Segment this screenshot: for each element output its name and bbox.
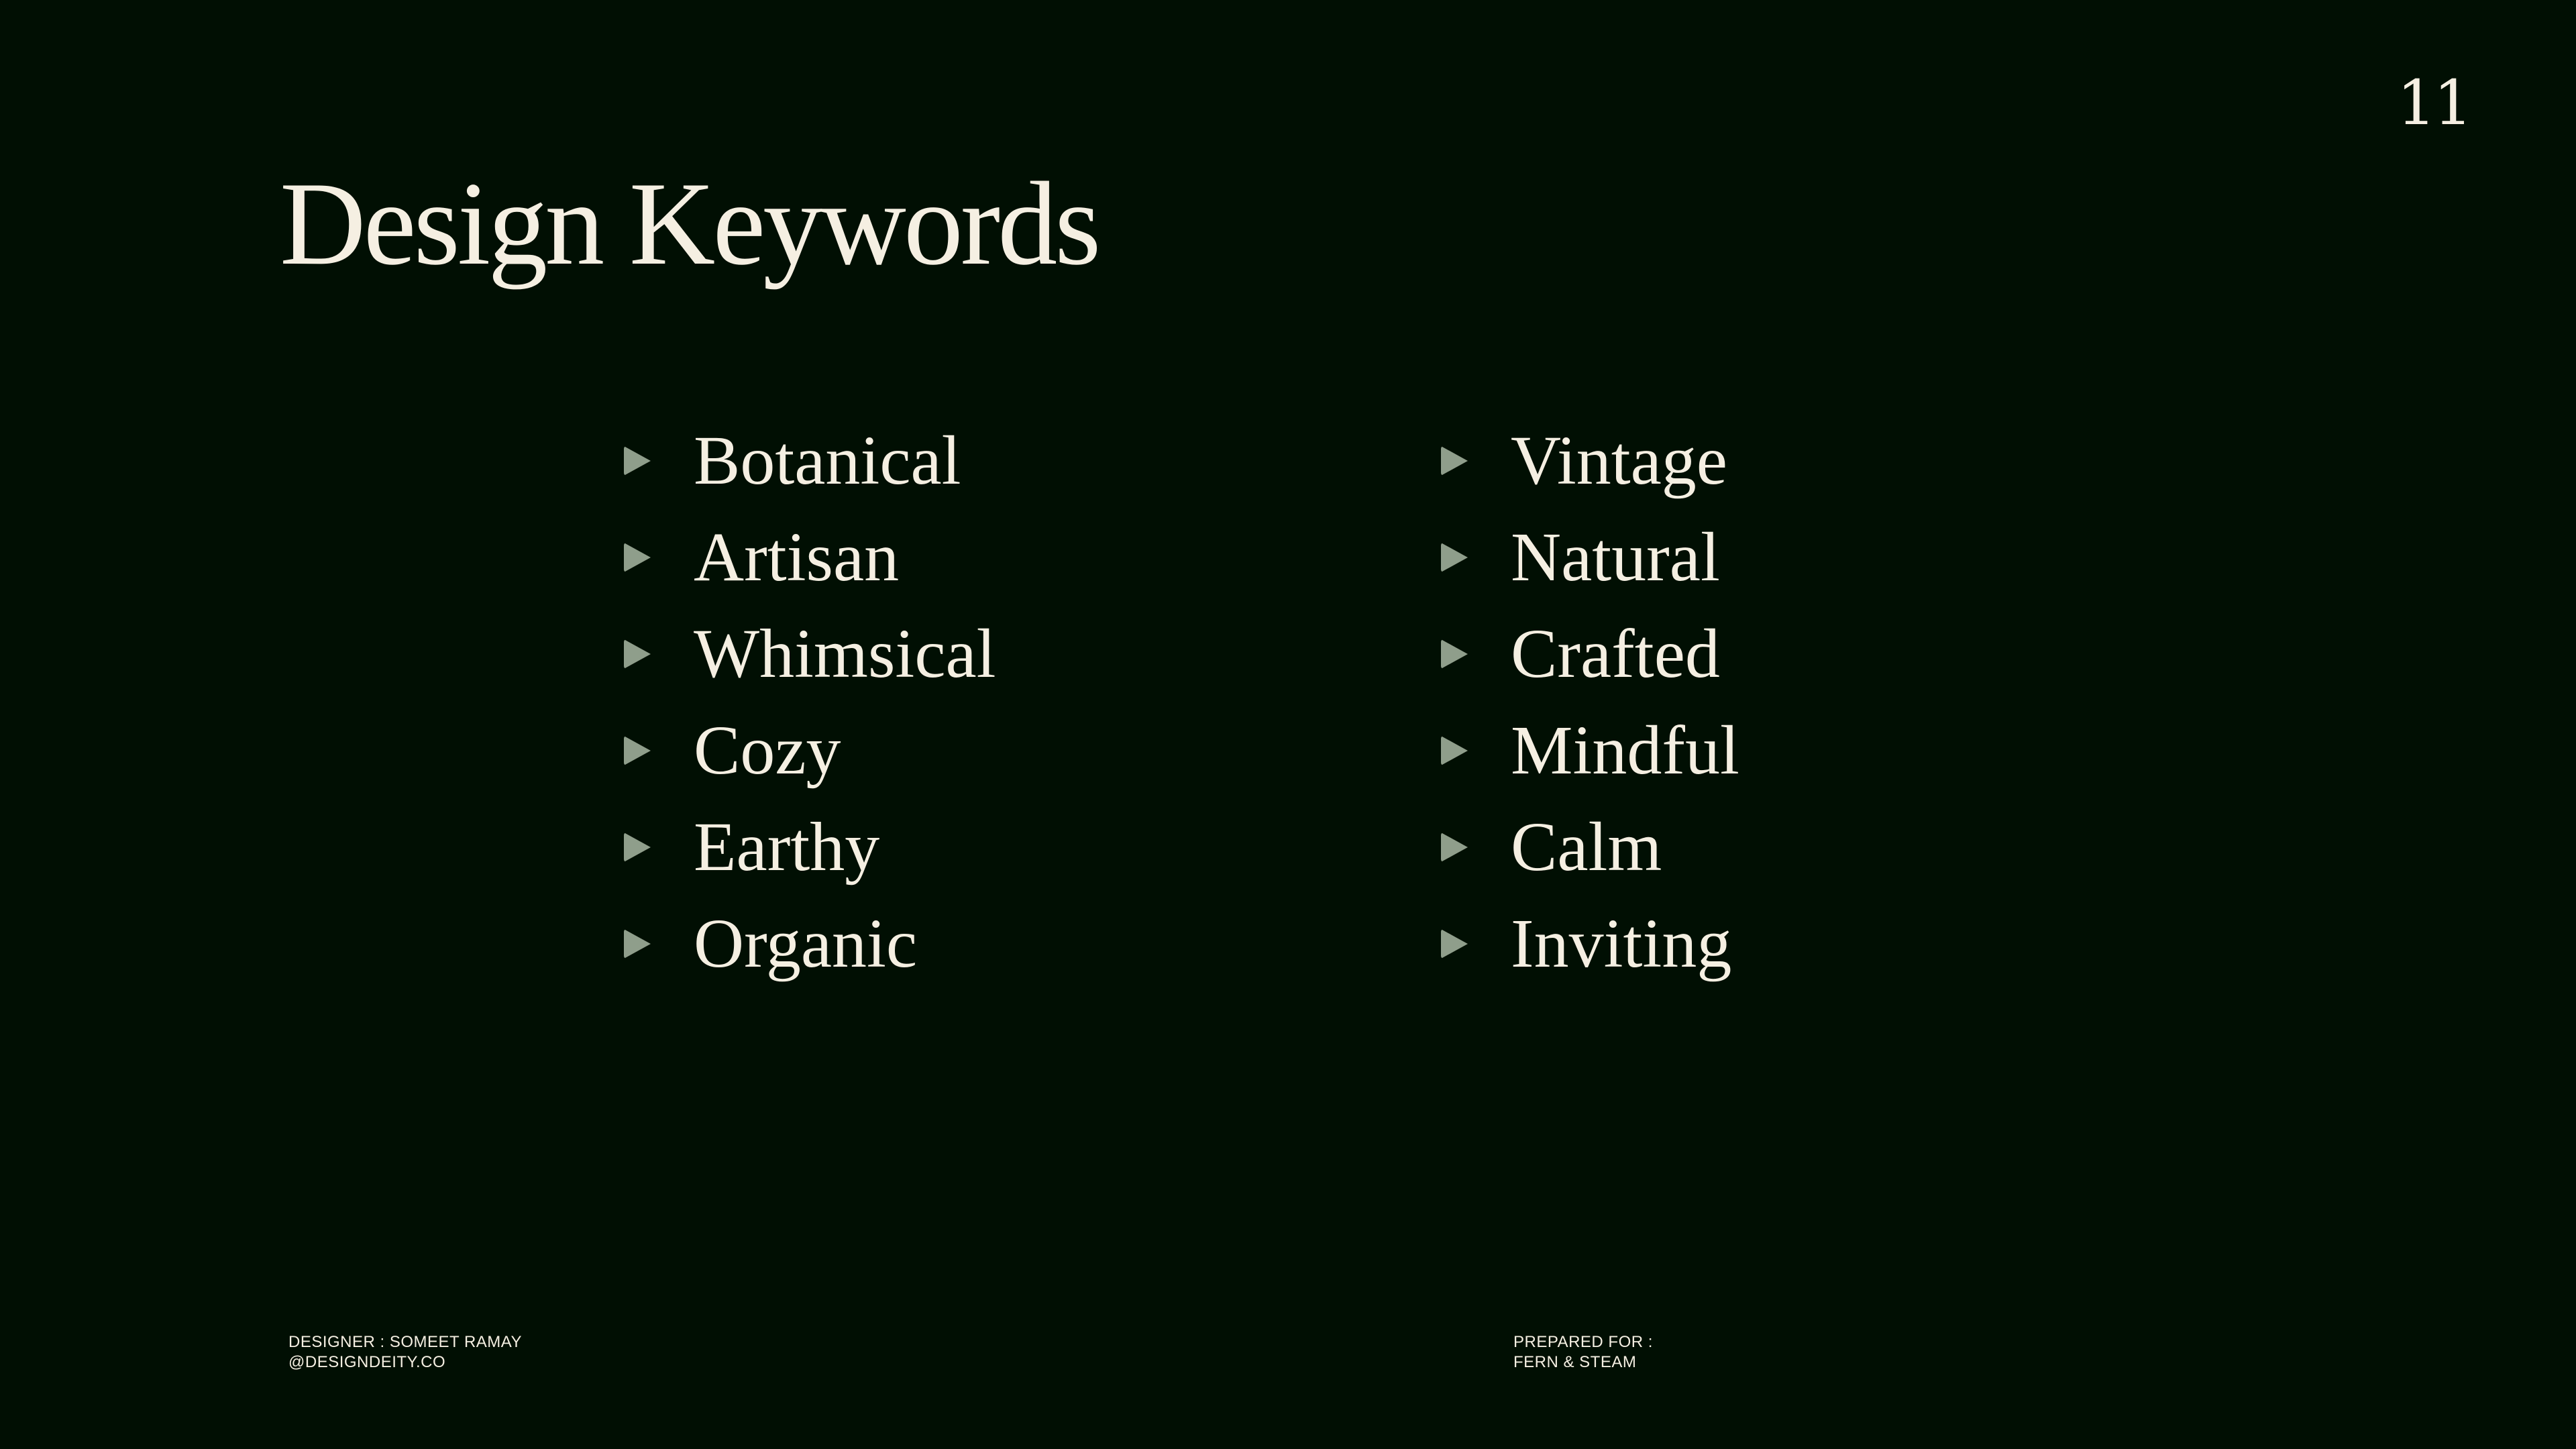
keyword-label: Whimsical: [694, 615, 996, 692]
keyword-item: [624, 799, 996, 896]
keyword-label: Crafted: [1511, 615, 1720, 692]
keyword-item: [1441, 606, 1739, 702]
keyword-label: Natural: [1511, 519, 1720, 596]
keyword-label: Botanical: [694, 422, 961, 499]
triangle-right-icon: [624, 736, 651, 765]
designer-name: DESIGNER : SOMEET RAMAY: [288, 1333, 523, 1351]
keyword-label: Mindful: [1511, 712, 1739, 789]
designer-credit: [288, 1332, 522, 1373]
keyword-label: Inviting: [1511, 905, 1732, 982]
triangle-right-icon: [1441, 736, 1468, 765]
triangle-right-icon: [1441, 929, 1468, 959]
triangle-right-icon: [1441, 446, 1468, 476]
triangle-right-icon: [624, 446, 651, 476]
keyword-item: [1441, 702, 1739, 799]
triangle-right-icon: [1441, 639, 1468, 669]
page-number: 11: [2396, 67, 2470, 139]
keyword-list-left: [624, 413, 996, 992]
prepared-for-label: PREPARED FOR :: [1513, 1333, 1653, 1351]
client-name: FERN & STEAM: [1513, 1353, 1637, 1371]
keyword-item: [1441, 896, 1739, 992]
keyword-item: [624, 896, 996, 992]
keyword-label: Organic: [694, 905, 918, 982]
keyword-item: [1441, 509, 1739, 606]
triangle-right-icon: [624, 543, 651, 572]
keyword-label: Vintage: [1511, 422, 1727, 499]
keyword-item: [1441, 799, 1739, 896]
keyword-label: Earthy: [694, 808, 880, 885]
triangle-right-icon: [624, 833, 651, 862]
triangle-right-icon: [624, 639, 651, 669]
keyword-item: [624, 606, 996, 702]
keyword-label: Cozy: [694, 712, 841, 789]
keyword-item: [624, 413, 996, 509]
triangle-right-icon: [624, 929, 651, 959]
keyword-item: [624, 509, 996, 606]
triangle-right-icon: [1441, 833, 1468, 862]
keyword-list-right: [1441, 413, 1739, 992]
keyword-item: [1441, 413, 1739, 509]
prepared-for: [1513, 1332, 1653, 1373]
keyword-label: Calm: [1511, 808, 1662, 885]
keyword-label: Artisan: [694, 519, 900, 596]
page-title: Design Keywords: [280, 157, 1099, 290]
keyword-item: [624, 702, 996, 799]
triangle-right-icon: [1441, 543, 1468, 572]
designer-handle: @DESIGNDEITY.CO: [288, 1353, 446, 1371]
